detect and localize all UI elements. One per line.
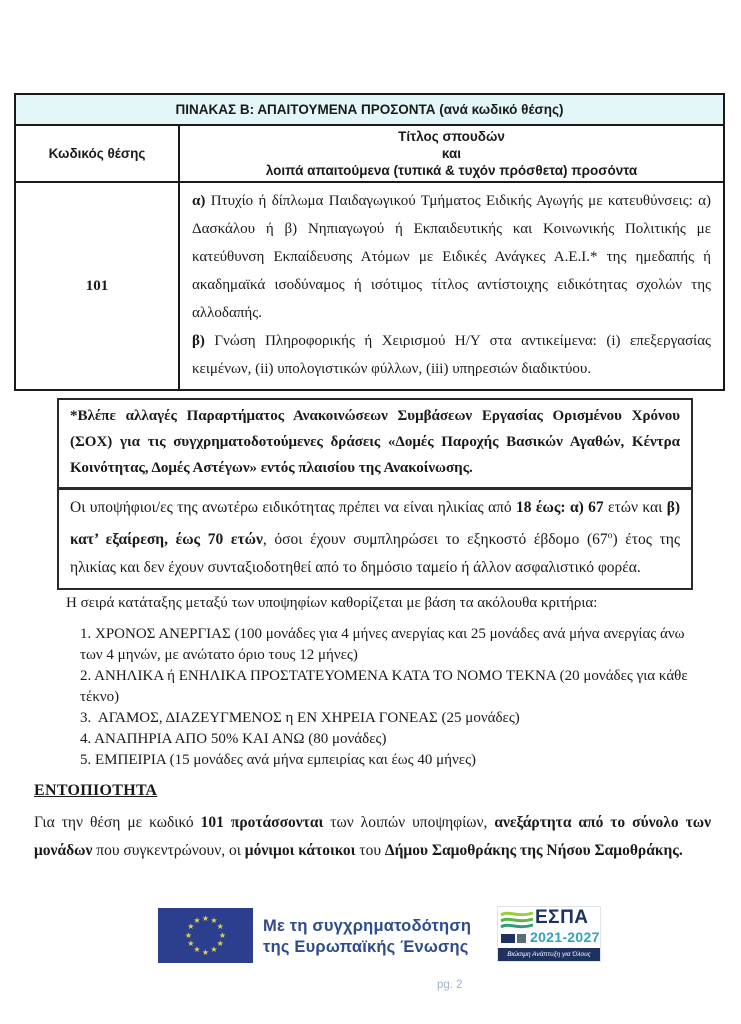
requirements-table — [14, 93, 725, 391]
criteria-list-item: 5. ΕΜΠΕΙΡΙΑ (15 μονάδες ανά μήνα εμπειρίας και έως 40 μήνες) — [80, 752, 476, 768]
espa-years: 2021-2027 — [530, 929, 600, 945]
header-qual-line2: και — [441, 146, 462, 161]
espa-tagline-text: Βιώσιμη Ανάπτυξη για Όλους — [507, 951, 591, 958]
position-code-cell — [16, 183, 180, 389]
criteria-list-item: 4. ΑΝΑΠΗΡΙΑ ΑΠΟ 50% ΚΑΙ ΑΝΩ (80 μονάδες) — [80, 731, 387, 747]
espa-logo — [497, 906, 601, 962]
eu-star-icon: ★ — [201, 947, 210, 957]
position-code-value: 101 — [85, 277, 109, 294]
criteria-intro-text: Η σειρά κατάταξης μεταξύ των υποψηφίων καθορίζεται με βάση τα ακόλουθα κριτήρια: — [66, 595, 598, 611]
eu-star-icon: ★ — [218, 930, 227, 940]
table-header-row — [16, 126, 723, 183]
criteria-intro — [66, 595, 706, 612]
header-position-code-label: Κωδικός θέσης — [48, 146, 146, 161]
espa-mini-badge-icon — [517, 934, 526, 943]
espa-waves-icon — [500, 910, 534, 930]
qualification-b-text: β) Γνώση Πληροφορικής ή Χειρισμού Η/Υ στα αντικείμενα: (i) επεξεργασίας κειμένων, (ii) υπολογιστικών φύλλων, (iii) υπηρεσιών διαδικτύου. — [192, 333, 711, 377]
espa-tagline — [498, 948, 600, 961]
qualifications-cell — [180, 183, 723, 389]
eu-star-icon: ★ — [210, 915, 218, 925]
table-title: ΠΙΝΑΚΑΣ Β: ΑΠΑΙΤΟΥΜΕΝΑ ΠΡΟΣΟΝΤΑ (ανά κωδικό θέσης) — [175, 102, 564, 117]
eu-star-icon: ★ — [193, 915, 201, 925]
cofunding-text — [263, 916, 471, 958]
espa-name: ΕΣΠΑ — [535, 907, 589, 928]
qualification-a-text: α) Πτυχίο ή δίπλωμα Παιδαγωγικού Τμήματος Ειδικής Αγωγής με κατευθύνσεις: α) Δασκάλου ή β) Νηπιαγωγού ή Εκπαιδευτικής και Κοινωνικής Πολιτικής με κατεύθυνση Εκπαίδευσης Ατόμων με Ειδικές Ανάγκες Α.Ε.Ι.* της ημεδαπής ή ακαδημαϊκά ισοδύναμος ή ισότιμος τίτλος αντίστοιχης ειδικότητας σχολών της αλλοδαπής. — [192, 193, 711, 321]
header-qual-line3: λοιπά απαιτούμενα (τυπικά & τυχόν πρόσθετα) προσόντα — [265, 163, 638, 178]
cofunding-line1: Με τη συγχρηματοδότηση — [263, 917, 472, 935]
age-limits-box — [57, 488, 693, 590]
eu-flag-icon — [158, 908, 253, 963]
criteria-list-item: 1. ΧΡΟΝΟΣ ΑΝΕΡΓΙΑΣ (100 μονάδες για 4 μήνες ανεργίας και 25 μονάδες ανά μήνα ανεργίας άνω των 4 μηνών, με ανώτατο όριο τους 12 μήνες) — [80, 626, 689, 663]
header-qual-line1: Τίτλος σπουδών — [398, 129, 505, 144]
criteria-list — [80, 624, 704, 771]
header-qualifications — [180, 126, 723, 181]
eu-star-icon: ★ — [193, 945, 201, 955]
page-number-label: pg. 2 — [437, 979, 463, 991]
footnote-text: *Βλέπε αλλαγές Παραρτήματος Ανακοινώσεων Συμβάσεων Εργασίας Ορισμένου Χρόνου (ΣΟΧ) για τις συγχρηματοδοτούμενες δράσεις «Δομές Παροχής Βασικών Αγαθών, Κέντρα Κοινότητας, Δομές Αστέγων» εντός πλαισίου της Ανακοίνωσης. — [70, 408, 680, 476]
eu-star-icon: ★ — [187, 939, 195, 948]
table-row — [16, 183, 723, 389]
criteria-list-item: 2. ΑΝΗΛΙΚΑ ή ΕΝΗΛΙΚΑ ΠΡΟΣΤΑΤΕΥΟΜΕΝΑ ΚΑΤΑ ΤΟ ΝΟΜΟ ΤΕΚΝΑ (20 μονάδες για κάθε τέκνο) — [80, 668, 692, 705]
locality-paragraph: Για την θέση με κωδικό 101 προτάσσονται των λοιπών υποψηφίων, ανεξάρτητα από το σύνολο των μονάδων που συγκεντρώνουν, οι μόνιμοι κάτοικοι του Δήμου Σαμοθράκης της Νήσου Σαμοθράκης. — [34, 814, 712, 859]
eu-star-icon: ★ — [210, 945, 218, 955]
eu-star-icon: ★ — [201, 913, 210, 923]
header-position-code — [16, 126, 180, 181]
table-title-row — [16, 95, 723, 126]
footnote-box — [57, 398, 693, 489]
eu-star-icon: ★ — [216, 922, 224, 931]
eu-star-icon: ★ — [216, 939, 224, 948]
locality-heading-text: ΕΝΤΟΠΙΟΤΗΤΑ — [34, 782, 158, 799]
eu-star-icon: ★ — [187, 922, 195, 931]
espa-mini-eu-flag-icon — [501, 934, 515, 943]
cofunding-line2: της Ευρωπαϊκής Ένωσης — [263, 938, 469, 956]
age-limits-text: Οι υποψήφιοι/ες της ανωτέρω ειδικότητας πρέπει να είναι ηλικίας από 18 έως: α) 67 ετών και β) κατ’ εξαίρεση, έως 70 ετών, όσοι έχουν συμπληρώσει το εξηκοστό έβδομο $(67^o)$ έτος της ηλικίας και δεν έχουν συνταξιοδοτηθεί από το δημόσιο ταμείο ή άλλον ασφαλιστικό φορέα. — [70, 499, 681, 577]
eu-star-icon: ★ — [184, 930, 193, 940]
locality-heading — [34, 782, 157, 800]
criteria-list-item: 3. ΑΓΑΜΟΣ, ΔΙΑΖΕΥΓΜΕΝΟΣ η ΕΝ ΧΗΡΕΙΑ ΓΟΝΕΑΣ (25 μονάδες) — [80, 710, 520, 726]
